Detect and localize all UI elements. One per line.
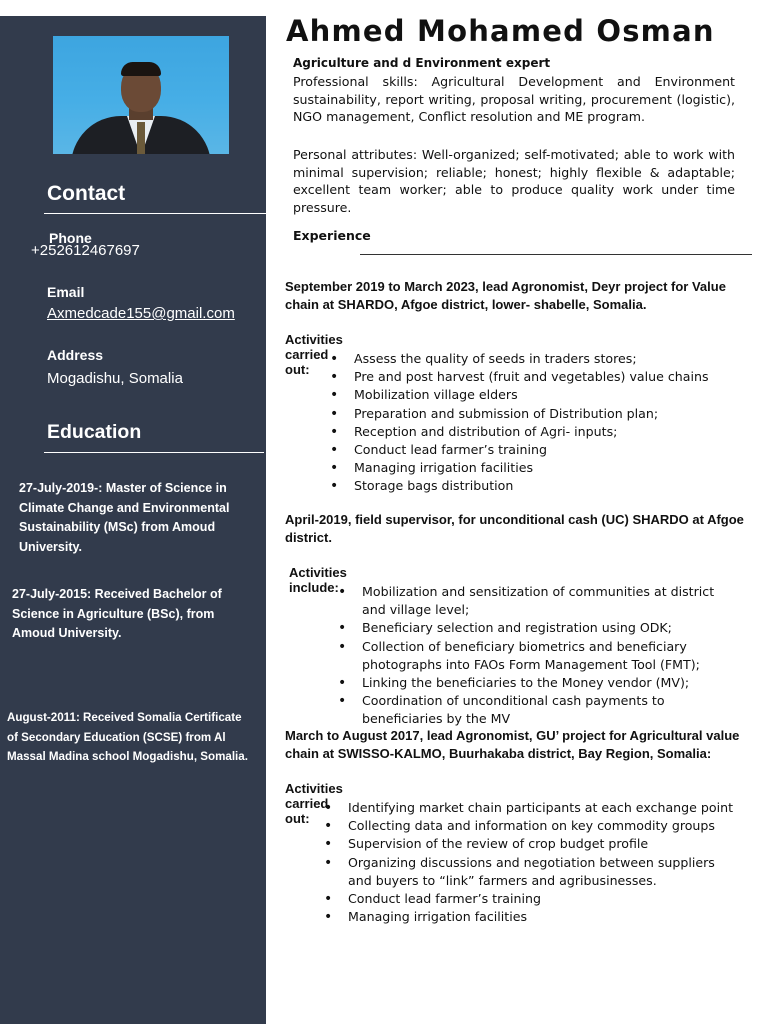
candidate-role: Agriculture and d Environment expert [293, 56, 551, 70]
list-item: • Supervision of the review of crop budget profile [348, 835, 740, 853]
list-item: • Organizing discussions and negotiation between suppliers and buyers to “link” farmers and agribusinesses. [348, 854, 740, 890]
phone-value: +252612467697 [31, 242, 140, 259]
activity-list [362, 583, 736, 729]
list-item: • Mobilization and sensitization of communities at district and village level; [362, 583, 736, 619]
contact-divider [44, 213, 266, 214]
email-label: Email [47, 284, 85, 300]
list-item: • Collecting data and information on key commodity groups [348, 817, 740, 835]
email-link[interactable]: Axmedcade155@gmail.com [47, 305, 235, 322]
list-item: • Reception and distribution of Agri- inputs; [354, 423, 734, 441]
education-heading: Education [47, 421, 142, 443]
contact-heading: Contact [47, 182, 126, 205]
address-label: Address [47, 347, 104, 363]
list-item: • Beneficiary selection and registration using ODK; [362, 619, 736, 637]
list-item: • Storage bags distribution [354, 477, 734, 495]
list-item: • Conduct lead farmer’s training [354, 441, 734, 459]
activities-heading: Activities carried out: [285, 781, 343, 826]
education-item: August-2011: Received Somalia Certificate of Secondary Education (SCSE) from Al Massal Madina school Mogadishu, Somalia. [7, 711, 248, 763]
list-item: • Coordination of unconditional cash payments to beneficiaries by the MV [362, 692, 736, 728]
sidebar [0, 16, 266, 1024]
education-divider [44, 452, 264, 453]
activities-heading: Activities carried out: [285, 332, 343, 377]
list-item: • Preparation and submission of Distribution plan; [354, 405, 734, 423]
address-value: Mogadishu, Somalia [47, 370, 183, 387]
activities-heading: Activities include: [289, 565, 347, 595]
phone-label: Phone [49, 230, 92, 246]
education-item: 27-July-2019-: Master of Science in Climate Change and Environmental Sustainability (MSc) from Amoud University. [19, 481, 230, 554]
professional-skills: Professional skills: Agricultural Development and Environment sustainability, report writing, proposal writing, procurement (logistic), NGO management, Conflict resolution and ME program. [293, 74, 735, 125]
job-title: April-2019, field supervisor, for unconditional cash (UC) SHARDO at Afgoe district. [285, 512, 744, 545]
experience-heading: Experience [293, 228, 371, 243]
job-title: March to August 2017, lead Agronomist, GU’ project for Agricultural value chain at SWISSO-KALMO, Buurhakaba district, Bay Region, Somalia: [285, 728, 740, 761]
list-item: • Collection of beneficiary biometrics and beneficiary photographs into FAOs Form Management Tool (FMT); [362, 638, 736, 674]
list-item: • Identifying market chain participants at each exchange point [348, 799, 740, 817]
activity-list [348, 799, 740, 926]
list-item: • Linking the beneficiaries to the Money vendor (MV); [362, 674, 736, 692]
list-item: • Assess the quality of seeds in traders stores; [354, 350, 734, 368]
experience-divider [360, 254, 752, 255]
list-item: • Mobilization village elders [354, 386, 734, 404]
list-item: • Pre and post harvest (fruit and vegetables) value chains [354, 368, 734, 386]
profile-photo [53, 36, 229, 154]
candidate-name: Ahmed Mohamed Osman [286, 14, 715, 48]
list-item: • Managing irrigation facilities [348, 908, 740, 926]
list-item: • Managing irrigation facilities [354, 459, 734, 477]
activity-list [354, 350, 734, 496]
list-item: • Conduct lead farmer’s training [348, 890, 740, 908]
job-title: September 2019 to March 2023, lead Agronomist, Deyr project for Value chain at SHARDO, Afgoe district, lower- shabelle, Somalia. [285, 279, 726, 312]
education-item: 27-July-2015: Received Bachelor of Science in Agriculture (BSc), from Amoud University. [12, 587, 222, 640]
personal-attributes: Personal attributes: Well-organized; self-motivated; able to work with minimal supervision; reliable; honest; highly flexible & adaptable; excellent team worker; able to produce quality work under time pressure. [293, 147, 735, 216]
